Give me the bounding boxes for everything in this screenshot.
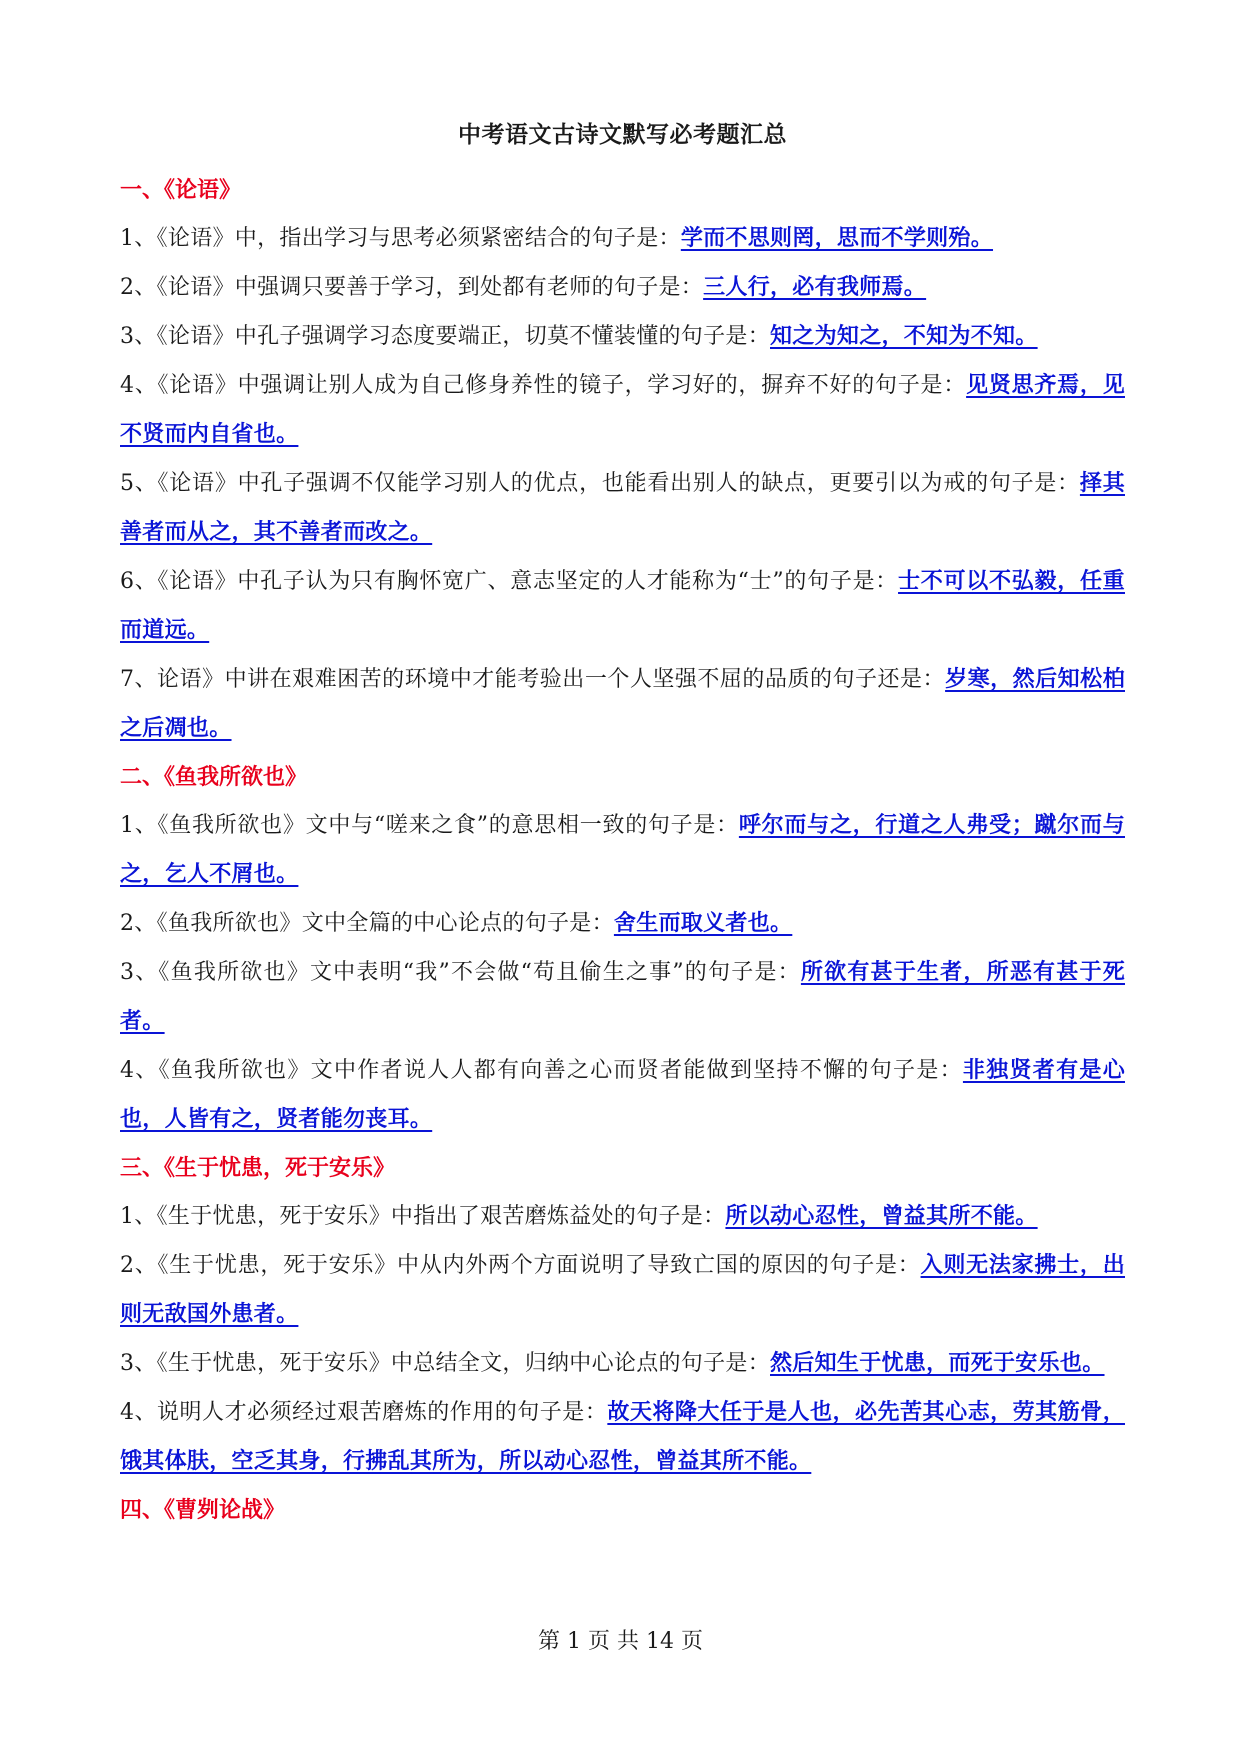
question-item — [120, 801, 1125, 899]
question-text: 4、说明人才必须经过艰苦磨炼的作用的句子是： — [120, 1400, 608, 1425]
question-text: 1、《鱼我所欲也》文中与“嗟来之食”的意思相一致的句子是： — [120, 813, 739, 838]
question-text: 6、《论语》中孔子认为只有胸怀宽广、意志坚定的人才能称为“士”的句子是： — [120, 569, 899, 594]
page-footer: 第 1 页 共 14 页 — [538, 1629, 703, 1654]
question-item — [120, 263, 1125, 312]
question-item — [120, 312, 1125, 361]
answer-text: 所欲有甚于生者，所恶有甚于死者。 — [120, 959, 1125, 1034]
question-item — [120, 214, 1125, 263]
answer-text: 知之为知之，不知为不知。 — [770, 323, 1038, 349]
answer-text: 然后知生于忧患，而死于安乐也。 — [770, 1350, 1105, 1376]
question-item — [120, 1046, 1125, 1144]
answer-text: 故天将降大任于是人也，必先苦其心志，劳其筋骨，饿其体肤，空乏其身，行拂乱其所为，所以动心忍性，曾益其所不能。 — [120, 1399, 1125, 1474]
answer-text: 三人行，必有我师焉。 — [703, 274, 927, 300]
question-item — [120, 1192, 1125, 1241]
question-text: 7、论语》中讲在艰难困苦的环境中才能考验出一个人坚强不屈的品质的句子还是： — [120, 667, 946, 692]
answer-text: 择其善者而从之，其不善者而改之。 — [120, 470, 1125, 545]
question-text: 3、《鱼我所欲也》文中表明“我”不会做“苟且偷生之事”的句子是： — [120, 960, 801, 985]
question-item — [120, 1388, 1125, 1486]
question-text: 1、《生于忧患，死于安乐》中指出了艰苦磨炼益处的句子是： — [120, 1204, 726, 1229]
section-caogui — [120, 1486, 1125, 1534]
question-text: 4、《论语》中强调让别人成为自己修身养性的镜子，学习好的，摒弃不好的句子是： — [120, 373, 967, 398]
question-item — [120, 459, 1125, 557]
question-text: 2、《鱼我所欲也》文中全篇的中心论点的句子是： — [120, 911, 614, 936]
section-heading: 一、《论语》 — [120, 177, 242, 203]
answer-text: 岁寒，然后知松柏之后凋也。 — [120, 666, 1125, 741]
question-item — [120, 948, 1125, 1046]
section-yuwosuoyuye — [120, 753, 1125, 1144]
answer-text: 入则无法家拂士，出则无敌国外患者。 — [120, 1252, 1125, 1327]
question-text: 5、《论语》中孔子强调不仅能学习别人的优点，也能看出别人的缺点，更要引以为戒的句子是： — [120, 471, 1080, 496]
answer-text: 学而不思则罔，思而不学则殆。 — [680, 225, 994, 251]
section-heading: 三、《生于忧患，死于安乐》 — [120, 1155, 396, 1181]
question-text: 4、《鱼我所欲也》文中作者说人人都有向善之心而贤者能做到坚持不懈的句子是： — [120, 1058, 963, 1083]
question-text: 2、《生于忧患，死于安乐》中从内外两个方面说明了导致亡国的原因的句子是： — [120, 1253, 921, 1278]
answer-text: 见贤思齐焉，见不贤而内自省也。 — [120, 372, 1125, 447]
question-item — [120, 557, 1125, 655]
answer-text: 呼尔而与之，行道之人弗受；蹴尔而与之，乞人不屑也。 — [120, 812, 1125, 887]
question-text: 3、《生于忧患，死于安乐》中总结全文，归纳中心论点的句子是： — [120, 1351, 770, 1376]
question-text: 3、《论语》中孔子强调学习态度要端正，切莫不懂装懂的句子是： — [120, 324, 770, 349]
answer-text: 舍生而取义者也。 — [613, 910, 793, 936]
section-lunyu — [120, 166, 1125, 753]
answer-text: 所以动心忍性，曾益其所不能。 — [725, 1203, 1038, 1229]
question-item — [120, 361, 1125, 459]
section-heading: 四、《曹刿论战》 — [120, 1497, 286, 1523]
answer-text: 非独贤者有是心也，人皆有之，贤者能勿丧耳。 — [120, 1057, 1125, 1132]
answer-text: 士不可以不弘毅，任重而道远。 — [120, 568, 1125, 643]
question-text: 1、《论语》中，指出学习与思考必须紧密结合的句子是： — [120, 226, 681, 251]
question-text: 2、《论语》中强调只要善于学习，到处都有老师的句子是： — [120, 275, 704, 300]
page-title: 中考语文古诗文默写必考题汇总 — [458, 121, 787, 148]
question-item — [120, 1241, 1125, 1339]
question-item — [120, 899, 1125, 948]
question-item — [120, 1339, 1125, 1388]
section-shengyuyouhuan — [120, 1144, 1125, 1486]
section-heading: 二、《鱼我所欲也》 — [120, 764, 308, 790]
question-item — [120, 655, 1125, 753]
